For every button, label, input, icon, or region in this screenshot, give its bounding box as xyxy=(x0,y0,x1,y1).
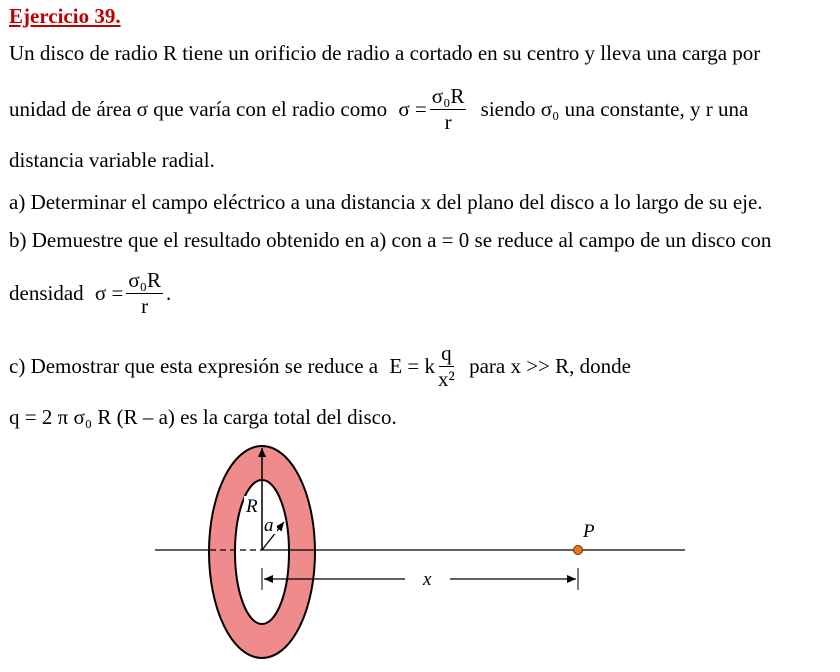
sigma-formula-b-numerator: σ₀R xyxy=(128,268,161,292)
period: . xyxy=(165,281,172,305)
sigma-formula-lhs: σ = xyxy=(398,97,427,121)
field-formula-lhs: E = k xyxy=(389,354,436,378)
field-formula-denominator: x² xyxy=(438,367,455,391)
sigma-formula-b-lhs: σ = xyxy=(94,281,124,305)
label-a: a xyxy=(264,515,274,536)
exercise-title: Ejercicio 39. xyxy=(9,4,121,28)
label-x: x xyxy=(423,569,432,590)
problem-line-2-start: unidad de área σ que varía con el radio como xyxy=(9,97,388,121)
label-P: P xyxy=(583,521,595,542)
density-label: densidad xyxy=(9,281,84,305)
part-c-line-2: q = 2 π σ₀ R (R – a) es la carga total del disco. xyxy=(9,405,397,429)
part-b-line-1: b) Demuestre que el resultado obtenido en a) con a = 0 se reduce al campo de un disco con xyxy=(9,228,772,252)
label-R: R xyxy=(246,496,258,517)
part-c-line-1-start: c) Demostrar que esta expresión se reduce a xyxy=(9,354,379,378)
sigma-formula-numerator: σ₀R xyxy=(431,84,465,108)
problem-line-3: distancia variable radial. xyxy=(9,148,215,172)
field-formula-numerator: q xyxy=(441,341,452,365)
sigma-formula-denominator: r xyxy=(444,110,452,134)
part-c-line-1-end: para x >> R, donde xyxy=(469,354,631,378)
problem-line-2-end: siendo σ₀ una constante, y r una xyxy=(480,97,749,121)
part-a-text: a) Determinar el campo eléctrico a una distancia x del plano del disco a lo largo de su eje. xyxy=(9,190,763,214)
problem-line-1: Un disco de radio R tiene un orificio de radio a cortado en su centro y lleva una carga por xyxy=(9,41,761,65)
point-P xyxy=(574,546,583,555)
sigma-formula-b-denominator: r xyxy=(141,294,149,318)
